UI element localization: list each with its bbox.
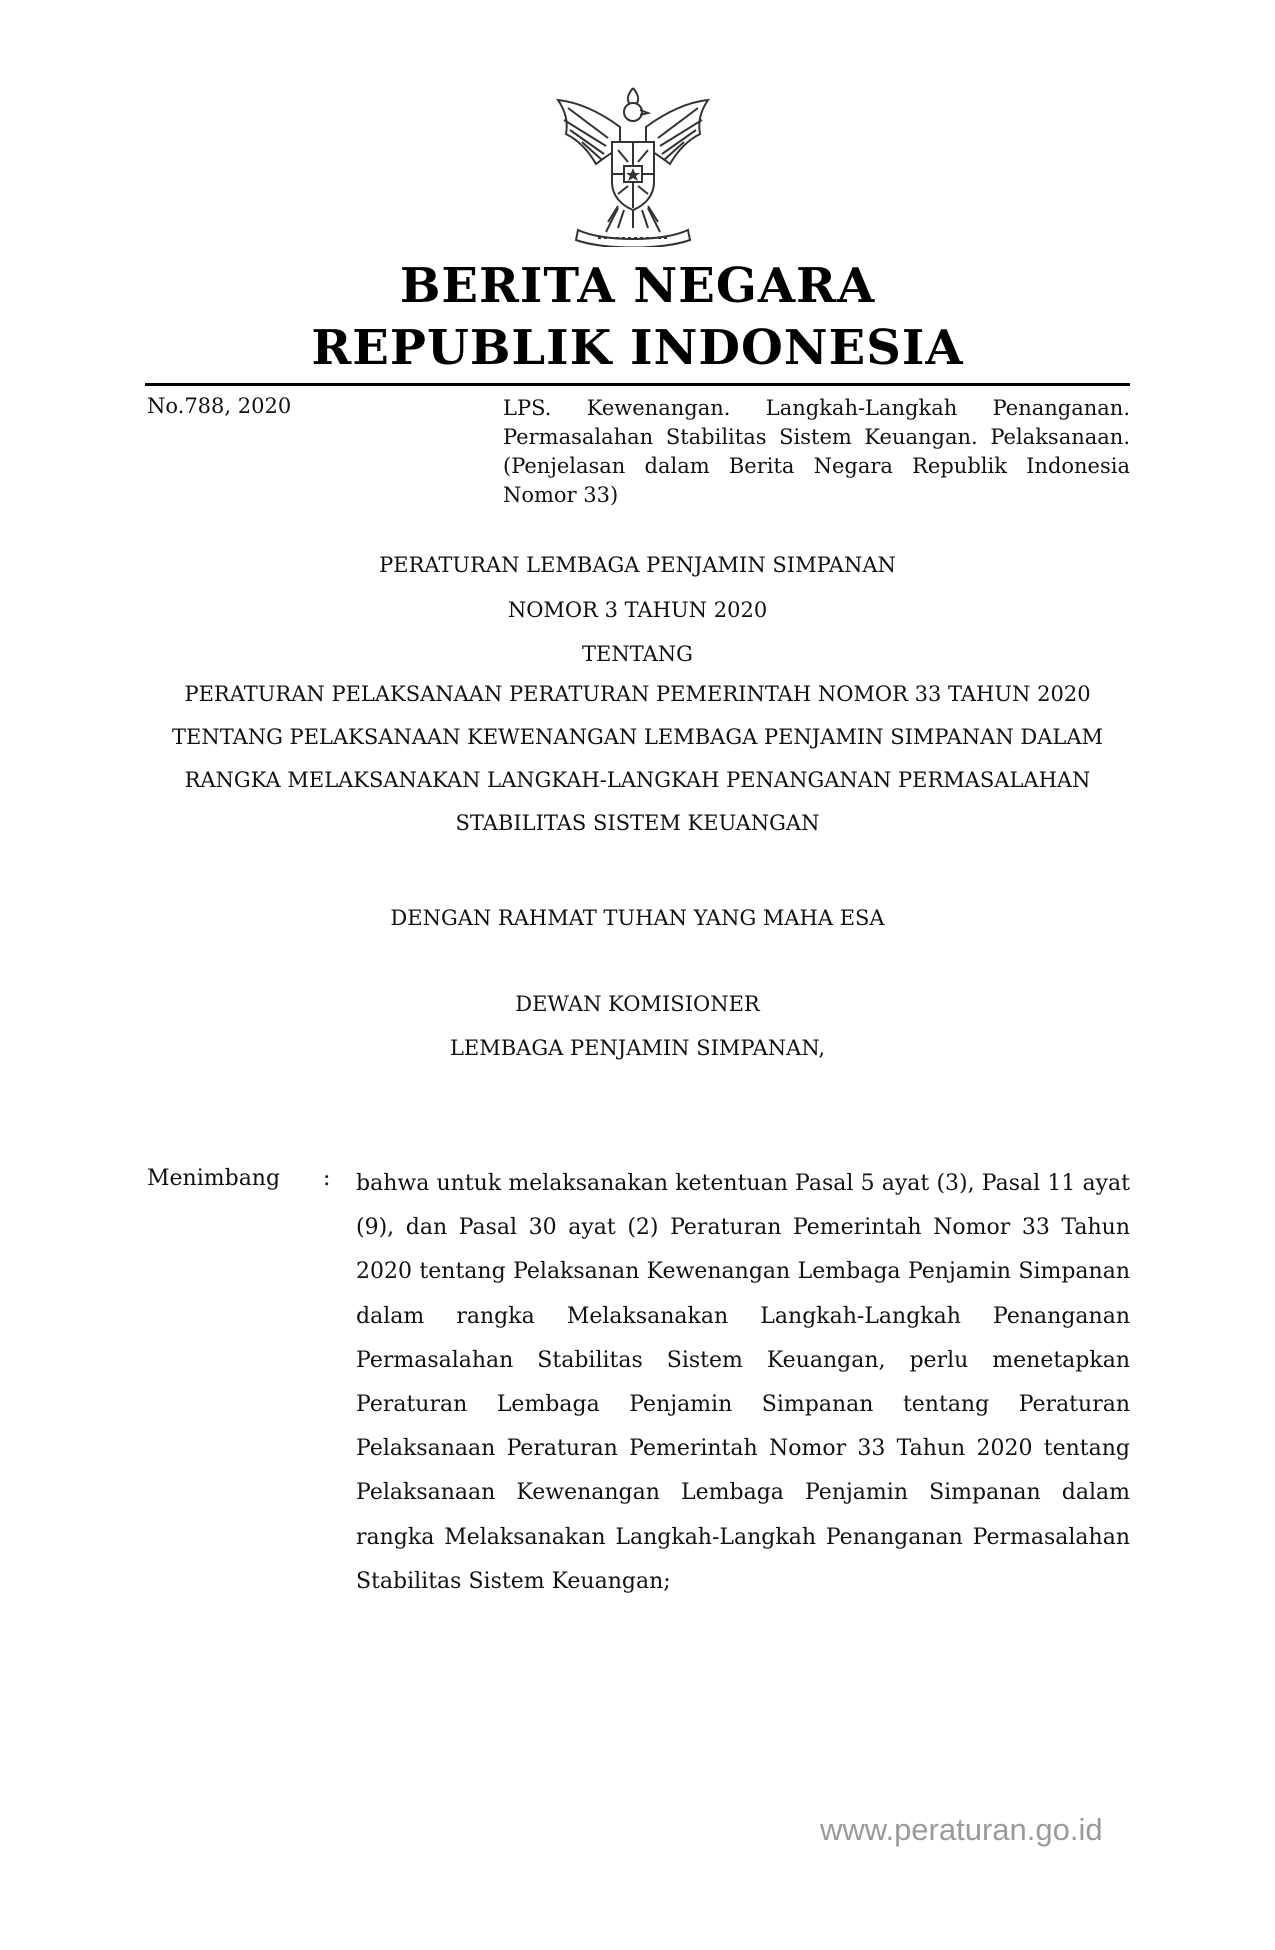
regulation-type: PERATURAN LEMBAGA PENJAMIN SIMPANAN bbox=[379, 553, 896, 577]
issuer-line-2: LEMBAGA PENJAMIN SIMPANAN, bbox=[449, 1036, 826, 1060]
invocation: DENGAN RAHMAT TUHAN YANG MAHA ESA bbox=[390, 906, 885, 930]
gazette-summary: LPS. Kewenangan. Langkah-Langkah Penanganan. Permasalahan Stabilitas Sistem Keuangan. Pelaksanaan. (Penjelasan dalam Berita Negara Republik Indonesia Nomor 33) bbox=[503, 396, 1130, 507]
considering-label: Menimbang bbox=[147, 1166, 281, 1191]
regulation-number: NOMOR 3 TAHUN 2020 bbox=[507, 598, 768, 622]
considering-text: bahwa untuk melaksanakan ketentuan Pasal 5 ayat (3), Pasal 11 ayat (9), dan Pasal 30 ayat (2) Peraturan Pemerintah Nomor 33 Tahun 2020 tentang Pelaksanan Kewenangan Lembaga Penjamin Simpanan dalam rangka Melaksanakan Langkah-Langkah Penanganan Permasalahan Stabilitas Sistem Keuangan, perlu menetapkan Peraturan Lembaga Penjamin Simpanan tentang Peraturan Pelaksanaan Peraturan Pemerintah Nomor 33 Tahun 2020 tentang Pelaksanaan Kewenangan Lembaga Penjamin Simpanan dalam rangka Melaksanakan Langkah-Langkah Penanganan Permasalahan Stabilitas Sistem Keuangan; bbox=[356, 1171, 1130, 1594]
masthead-rule bbox=[145, 383, 1130, 386]
masthead-title-line-2: REPUBLIK INDONESIA bbox=[311, 320, 964, 376]
issuer-line-1: DEWAN KOMISIONER bbox=[515, 992, 760, 1016]
regulation-title: PERATURAN PELAKSANAAN PERATURAN PEMERINTAH NOMOR 33 TAHUN 2020 TENTANG PELAKSANAAN KEWENANGAN LEMBAGA PENJAMIN SIMPANAN DALAM RANGKA MELAKSANAKAN LANGKAH-LANGKAH PENANGANAN PERMASALAHAN STABILITAS SISTEM KEUANGAN bbox=[172, 682, 1103, 835]
regulation-about: TENTANG bbox=[582, 642, 693, 666]
garuda-emblem-icon bbox=[548, 82, 718, 247]
gazette-number: No.788, 2020 bbox=[147, 394, 292, 418]
source-watermark: www.peraturan.go.id bbox=[820, 1812, 1103, 1847]
masthead-title-line-1: BERITA NEGARA bbox=[399, 258, 876, 314]
considering-colon: : bbox=[323, 1166, 331, 1191]
